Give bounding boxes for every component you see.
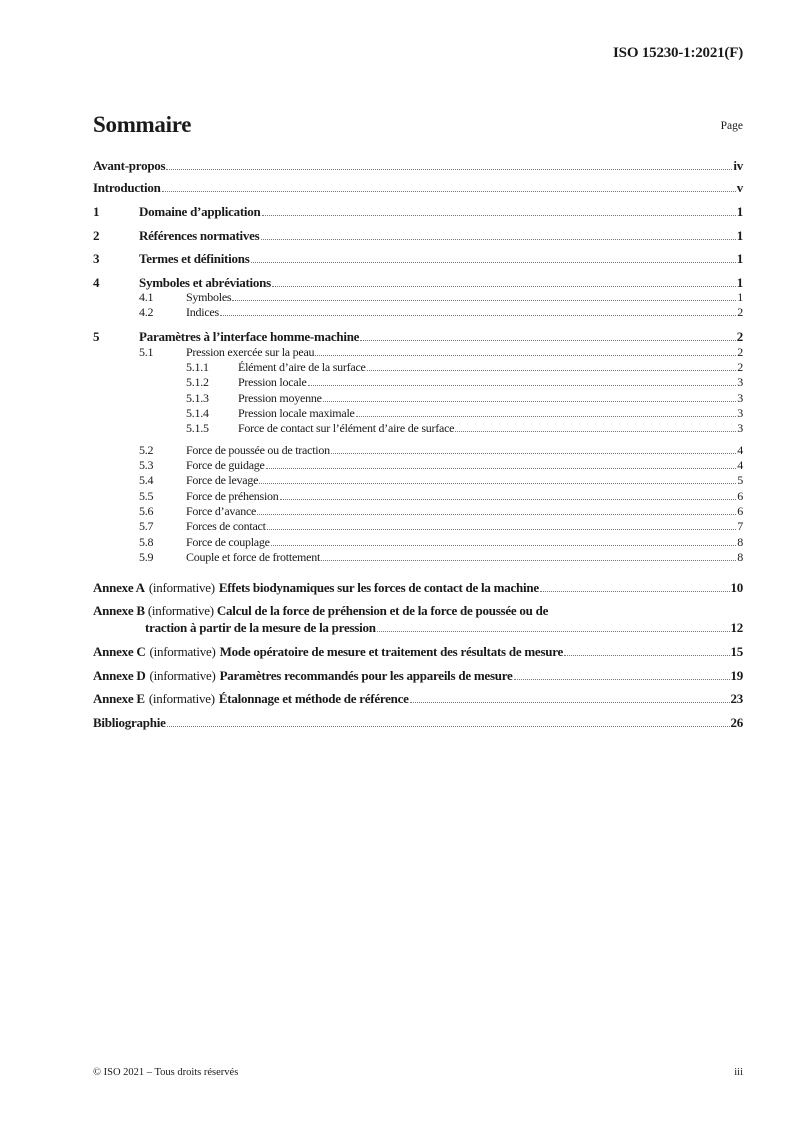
- dot-leader: [455, 431, 736, 432]
- annex-page: 19: [730, 668, 743, 683]
- annex-type: (informative): [149, 668, 216, 683]
- annex-label: Annexe D: [93, 668, 146, 683]
- toc-entry-page: 3: [737, 406, 743, 420]
- annex-label: Annexe E: [93, 691, 145, 706]
- annex-title: Étalonnage et méthode de référence: [218, 691, 409, 706]
- toc-entry-title: Pression exercée sur la peau: [186, 345, 315, 359]
- toc-entry-number: 5.7: [139, 519, 154, 533]
- toc-entry-number: 5.5: [139, 489, 154, 503]
- toc-entry-page: 6: [737, 504, 743, 518]
- toc-entry-number: 4: [93, 275, 100, 290]
- toc-entry-title: Domaine d’application: [139, 204, 261, 219]
- toc-entry-page: 2: [737, 360, 743, 374]
- toc-entry-page: 3: [737, 421, 743, 435]
- dot-leader: [321, 560, 736, 561]
- dot-leader: [259, 483, 736, 484]
- dot-leader: [271, 545, 737, 546]
- toc-entry-number: 4.2: [139, 305, 154, 319]
- dot-leader: [367, 370, 737, 371]
- toc-entry-title: Pression locale maximale: [238, 406, 355, 420]
- annex-type: (informative): [148, 691, 215, 706]
- dot-leader: [331, 453, 736, 454]
- toc-entry[interactable]: [139, 345, 743, 360]
- toc-bibliography[interactable]: [93, 715, 743, 730]
- toc-entry-title: Force de poussée ou de traction: [186, 443, 330, 457]
- annex-page: 23: [730, 691, 743, 706]
- toc-entry-title: Force de levage: [186, 473, 259, 487]
- dot-leader: [356, 416, 737, 417]
- dot-leader: [272, 286, 736, 287]
- dot-leader: [377, 631, 730, 632]
- toc-entry[interactable]: [93, 204, 743, 219]
- toc-entry-number: 2: [93, 228, 100, 243]
- toc-entry-title: Force de guidage: [186, 458, 265, 472]
- toc-entry[interactable]: [139, 489, 743, 504]
- annex-label: Annexe B: [93, 603, 145, 618]
- annex-title: Calcul de la force de préhension et de la force de poussée ou de: [216, 603, 549, 618]
- dot-leader: [267, 529, 737, 530]
- toc-entry-page: 7: [737, 519, 743, 533]
- toc-entry-number: 1: [93, 204, 100, 219]
- annex-title: Mode opératoire de mesure et traitement des résultats de mesure: [219, 644, 564, 659]
- annex-type: (informative): [148, 580, 215, 595]
- annex-line-2: [93, 620, 743, 635]
- toc-entry[interactable]: [139, 550, 743, 565]
- toc-entry-page: 1: [736, 204, 743, 219]
- page-column-label: Page: [720, 120, 743, 132]
- toc-entry-title: Symboles et abréviations: [139, 275, 271, 290]
- toc-entry[interactable]: [139, 535, 743, 550]
- toc-entry-number: 5.1.1: [186, 360, 209, 374]
- dot-leader: [564, 655, 729, 656]
- toc-entry-page: 1: [737, 290, 743, 304]
- toc-entry-title: Force de couplage: [186, 535, 270, 549]
- toc-entry-title: Introduction: [93, 180, 161, 195]
- toc-entry-page: 2: [736, 329, 743, 344]
- toc-entry-page: v: [736, 180, 743, 195]
- toc-entry-page: 3: [737, 391, 743, 405]
- annex-type: (informative): [147, 603, 214, 618]
- toc-entry-number: 5.9: [139, 550, 154, 564]
- dot-leader: [166, 169, 732, 170]
- toc-entry-page: 3: [737, 375, 743, 389]
- toc-entry-number: 5.1: [139, 345, 154, 359]
- dot-leader: [540, 591, 730, 592]
- toc-annex-entry[interactable]: [93, 668, 743, 683]
- toc-entry-page: 1: [736, 275, 743, 290]
- toc-entry-title: Couple et force de frottement: [186, 550, 321, 564]
- toc-entry-page: 4: [737, 458, 743, 472]
- toc-entry-number: 5: [93, 329, 100, 344]
- page-number: iii: [734, 1067, 743, 1078]
- annex-label: Annexe A: [93, 580, 145, 595]
- toc-entry[interactable]: [186, 360, 743, 375]
- toc-entry[interactable]: [186, 375, 743, 390]
- dot-leader: [251, 262, 736, 263]
- dot-leader: [220, 315, 736, 316]
- toc-entry-page: iv: [733, 158, 743, 173]
- toc-entry-number: 5.8: [139, 535, 154, 549]
- annex-type: (informative): [149, 644, 216, 659]
- toc-entry-number: 4.1: [139, 290, 154, 304]
- annex-page: 12: [730, 620, 743, 635]
- toc-entry[interactable]: [93, 251, 743, 266]
- document-id: ISO 15230-1:2021(F): [613, 45, 743, 61]
- dot-leader: [280, 499, 737, 500]
- toc-entry-page: 1: [736, 228, 743, 243]
- toc-entry-title: Pression locale: [238, 375, 307, 389]
- toc-entry[interactable]: [186, 406, 743, 421]
- toc-annex-entry[interactable]: [93, 580, 743, 595]
- toc-entry[interactable]: [139, 443, 743, 458]
- toc-entry[interactable]: [139, 305, 743, 320]
- dot-leader: [232, 300, 736, 301]
- toc-annex-entry[interactable]: [93, 603, 743, 635]
- toc-entry-number: 5.6: [139, 504, 154, 518]
- toc-entry-title: Pression moyenne: [238, 391, 322, 405]
- toc-entry-page: 4: [737, 443, 743, 457]
- toc-entry-page: 1: [736, 251, 743, 266]
- dot-leader: [514, 679, 730, 680]
- dot-leader: [262, 215, 736, 216]
- annex-title-continued: traction à partir de la mesure de la pression: [145, 620, 376, 635]
- dot-leader: [167, 726, 730, 727]
- dot-leader: [257, 514, 736, 515]
- dot-leader: [360, 340, 736, 341]
- dot-leader: [315, 355, 736, 356]
- dot-leader: [261, 239, 736, 240]
- toc-entry[interactable]: [93, 275, 743, 290]
- bibliography-page: 26: [730, 715, 743, 730]
- annex-title: Effets biodynamiques sur les forces de contact de la machine: [218, 580, 539, 595]
- toc-entry[interactable]: [93, 228, 743, 243]
- dot-leader: [323, 401, 737, 402]
- toc-entry-number: 5.3: [139, 458, 154, 472]
- annex-page: 15: [730, 644, 743, 659]
- toc-entry-page: 6: [737, 489, 743, 503]
- toc-entry-number: 5.1.4: [186, 406, 209, 420]
- toc-entry-title: Termes et définitions: [139, 251, 250, 266]
- toc-entry[interactable]: [93, 329, 743, 344]
- toc-entry-number: 5.1.3: [186, 391, 209, 405]
- annex-line-1: [93, 603, 743, 618]
- toc-entry-page: 8: [737, 535, 743, 549]
- toc-entry-page: 2: [737, 345, 743, 359]
- toc-entry[interactable]: [139, 519, 743, 534]
- toc-entry[interactable]: [139, 290, 743, 305]
- toc-entry[interactable]: [139, 473, 743, 488]
- toc-entry[interactable]: [186, 391, 743, 406]
- toc-entry[interactable]: [93, 180, 743, 195]
- toc-entry-page: 8: [737, 550, 743, 564]
- toc-annex-entry[interactable]: [93, 644, 743, 659]
- dot-leader: [266, 468, 737, 469]
- toc-entry[interactable]: [93, 158, 743, 173]
- toc-entry-title: Force d’avance: [186, 504, 257, 518]
- toc-entry[interactable]: [139, 504, 743, 519]
- toc-annex-entry[interactable]: [93, 691, 743, 706]
- toc-entry-number: 3: [93, 251, 100, 266]
- toc-entry-number: 5.2: [139, 443, 154, 457]
- toc-entry-title: Paramètres à l’interface homme-machine: [139, 329, 360, 344]
- toc-entry-title: Avant-propos: [93, 158, 166, 173]
- toc-entry-title: Force de contact sur l’élément d’aire de surface: [238, 421, 455, 435]
- page-footer: [93, 1067, 743, 1078]
- toc-entry-title: Force de préhension: [186, 489, 279, 503]
- toc-entry[interactable]: [139, 458, 743, 473]
- annex-label: Annexe C: [93, 644, 146, 659]
- annex-page: 10: [730, 580, 743, 595]
- dot-leader: [308, 385, 737, 386]
- copyright: © ISO 2021 – Tous droits réservés: [93, 1067, 239, 1078]
- toc-entry-title: Élément d’aire de la surface: [238, 360, 366, 374]
- dot-leader: [162, 191, 736, 192]
- toc-entry-page: 2: [737, 305, 743, 319]
- toc-entry-number: 5.4: [139, 473, 154, 487]
- annex-title: Paramètres recommandés pour les appareils de mesure: [219, 668, 513, 683]
- toc-entry-title: Symboles: [186, 290, 232, 304]
- dot-leader: [410, 702, 730, 703]
- toc-entry-title: Forces de contact: [186, 519, 266, 533]
- page-title: Sommaire: [93, 112, 192, 137]
- toc-entry-page: 5: [737, 473, 743, 487]
- toc-entry[interactable]: [186, 421, 743, 436]
- toc-entry-title: Indices: [186, 305, 219, 319]
- bibliography-title: Bibliographie: [93, 715, 166, 730]
- toc-entry-number: 5.1.5: [186, 421, 209, 435]
- toc-entry-number: 5.1.2: [186, 375, 209, 389]
- toc-entry-title: Références normatives: [139, 228, 260, 243]
